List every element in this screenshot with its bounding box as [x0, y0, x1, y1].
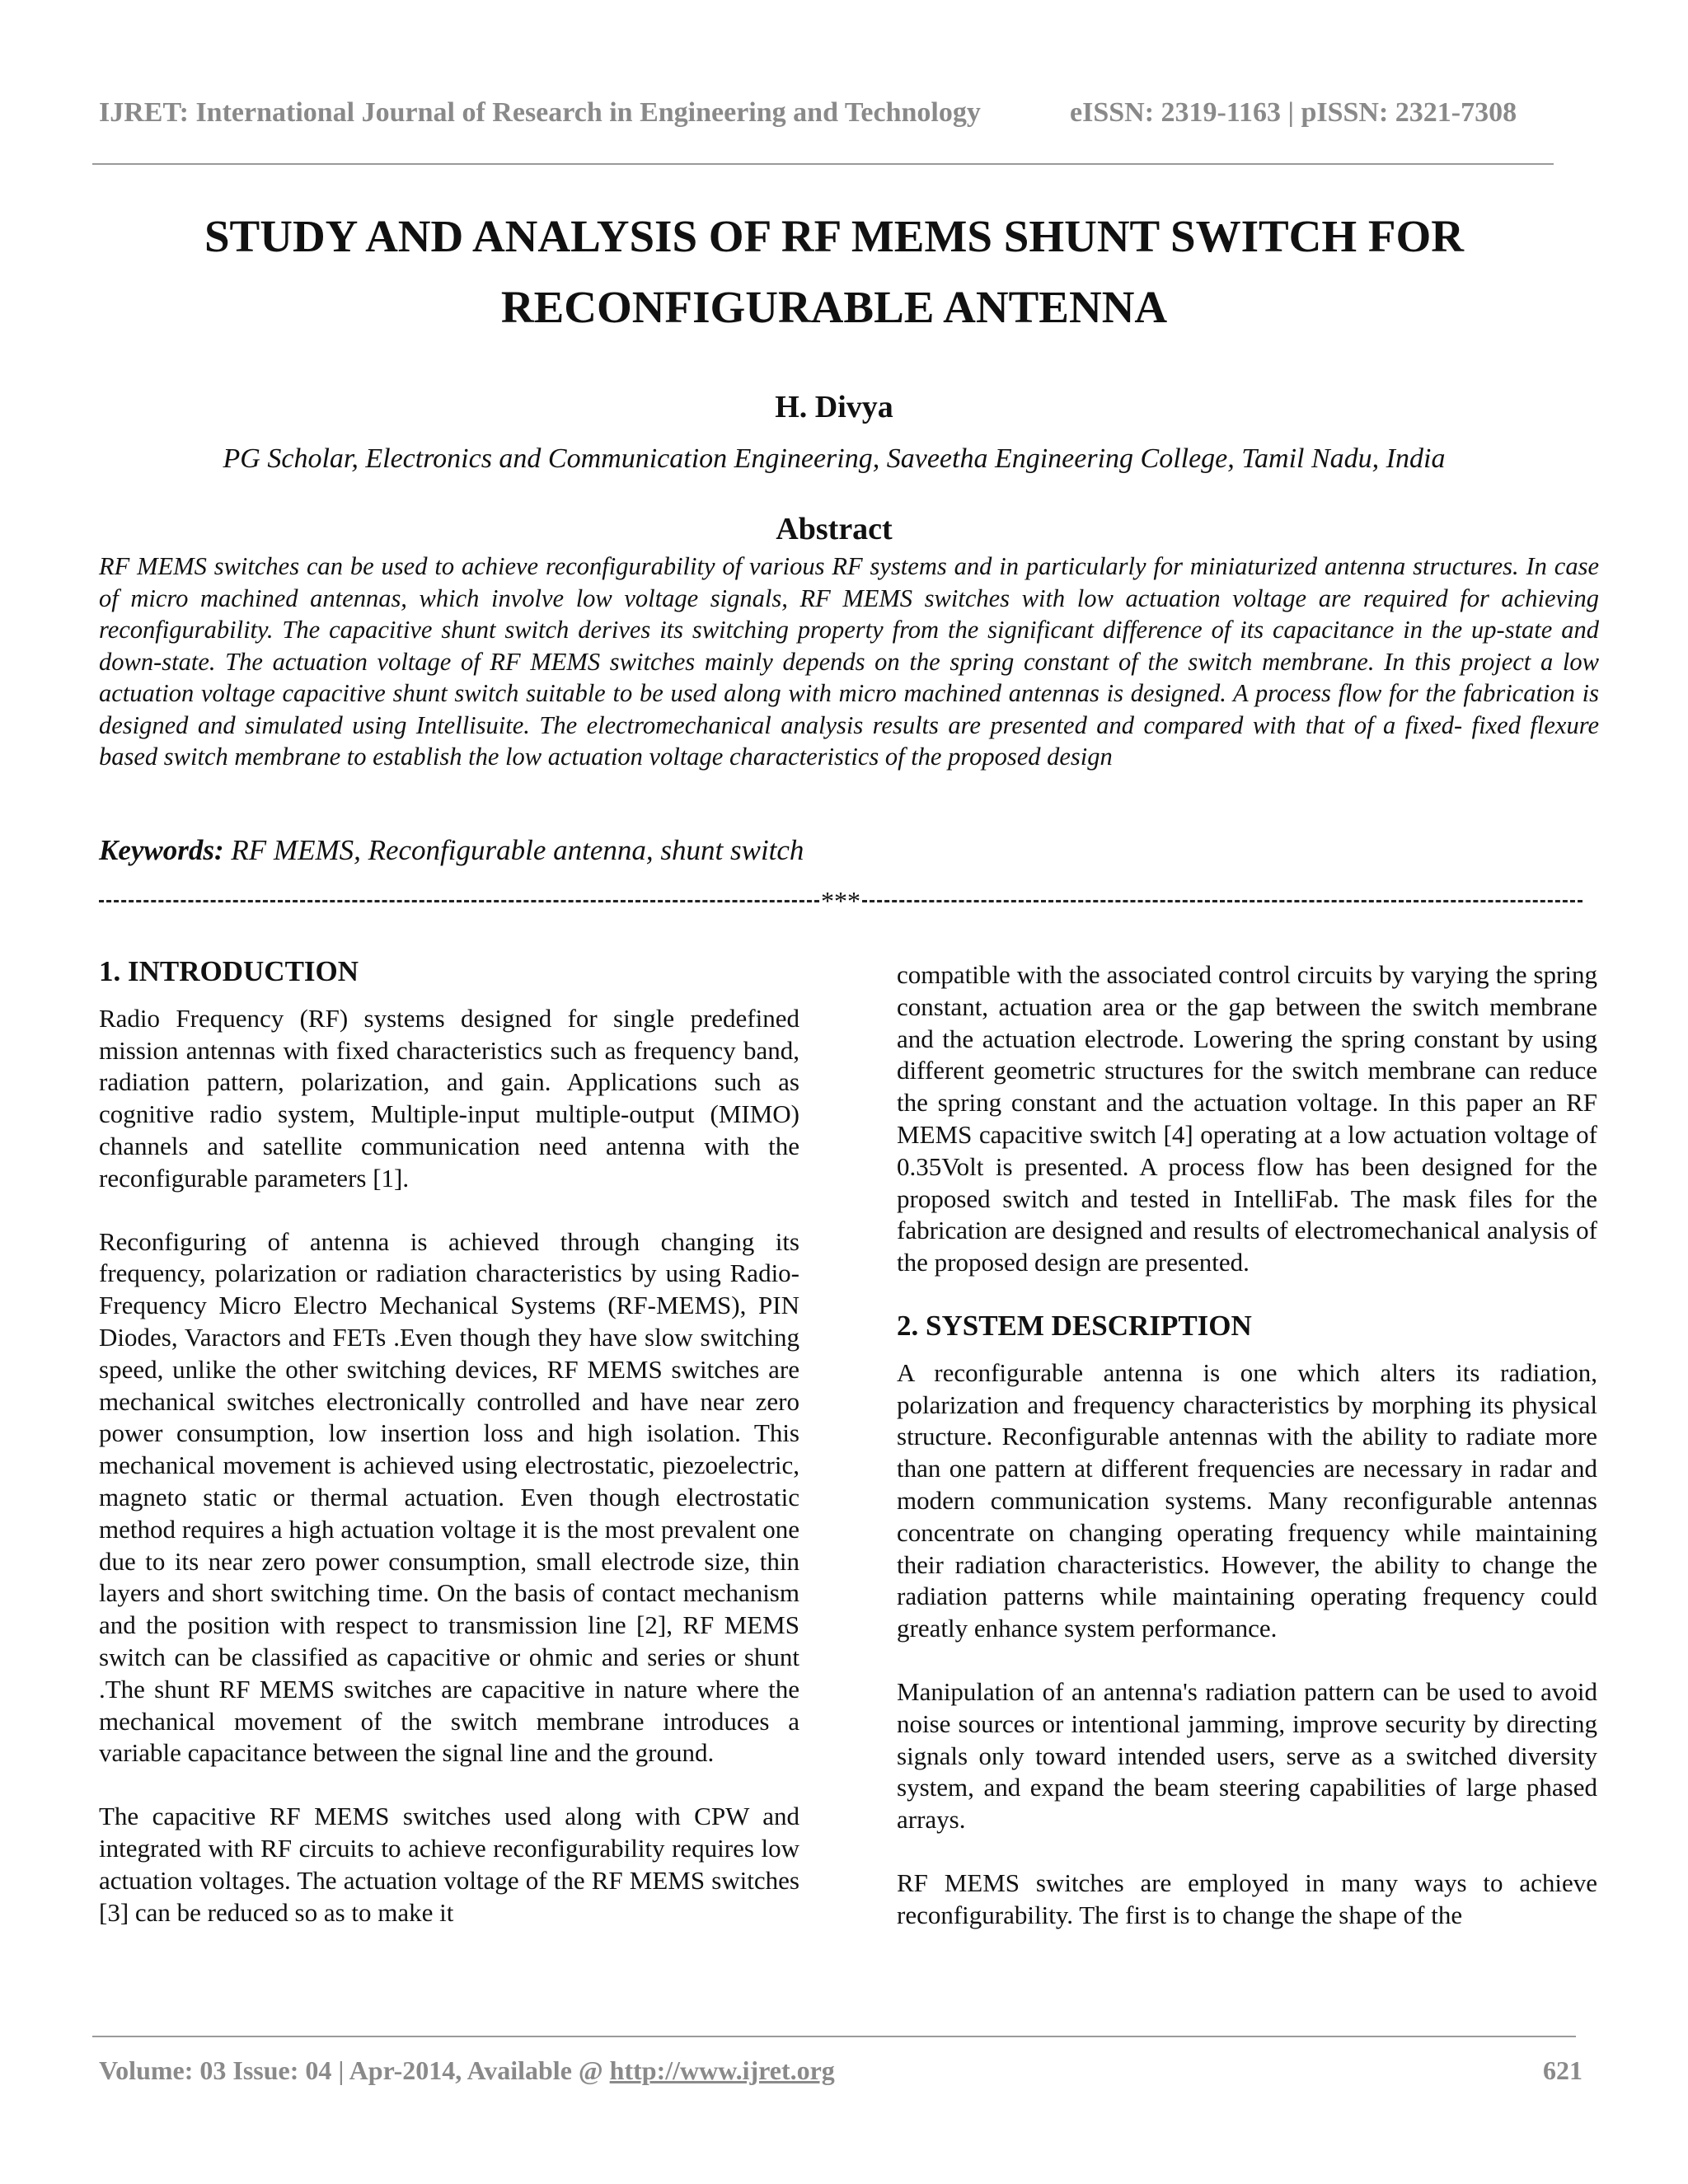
title-line-1: STUDY AND ANALYSIS OF RF MEMS SHUNT SWITCH FOR [204, 211, 1465, 261]
journal-name: IJRET: International Journal of Research in Engineering and Technology [99, 97, 981, 128]
separator-dashes-right [862, 900, 1582, 902]
separator-dashes-left [99, 900, 819, 902]
abstract-text: RF MEMS switches can be used to achieve reconfigurability of various RF systems and in particularly for miniaturized antenna structures. In case of micro machined antennas, which involve low voltage signals, RF MEMS switches with low actuation voltage are required for achieving reconfigurability. The capacitive shunt switch derives its switching property from the significant difference of its capacitance in the up-state and down-state. The actuation voltage of RF MEMS switches mainly depends on the spring constant of the switch membrane. In this project a low actuation voltage capacitive shunt switch suitable to be used along with micro machined antennas is designed. A process flow for the fabrication is designed and simulated using Intellisuite. The electromechanical analysis results are presented and compared with that of a fixed- fixed flexure based switch membrane to establish the low actuation voltage characteristics of the proposed design [99, 552, 1599, 771]
intro-paragraph-2: Reconfiguring of antenna is achieved through changing its frequency, polarization or radiation characteristics by using Radio-Frequency Micro Electro Mechanical Systems (RF-MEMS), PIN Diodes, Varactors and FETs .Even though they have slow switching speed, unlike the other switching devices, RF MEMS switches are mechanical switches electronically controlled and have near zero power consumption, low insertion loss and high isolation. This mechanical movement is achieved using electrostatic, piezoelectric, magneto static or thermal actuation. Even though electrostatic method requires a high actuation voltage it is the most prevalent one due to its near zero power consumption, small electrode size, thin layers and short switching time. On the basis of contact mechanism and the position with respect to transmission line [2], RF MEMS switch can be classified as capacitive or ohmic and series or shunt .The shunt RF MEMS switches are capacitive in nature where the mechanical movement of the switch membrane introduces a variable capacitance between the signal line and the ground. [99, 1226, 799, 1768]
keywords-text: RF MEMS, Reconfigurable antenna, shunt switch [223, 834, 804, 866]
system-paragraph-3: RF MEMS switches are employed in many ways to achieve reconfigurability. The first is to change the shape of the [897, 1868, 1597, 1929]
right-column [897, 959, 1597, 1932]
left-column [99, 956, 799, 1929]
keywords-label: Keywords: [99, 834, 224, 866]
footer-divider [92, 2036, 1576, 2037]
intro-heading: 1. INTRODUCTION [99, 955, 359, 987]
paper-title [92, 201, 1576, 343]
issn-info: eISSN: 2319-1163 | pISSN: 2321-7308 [1070, 97, 1517, 128]
abstract-heading: Abstract [776, 512, 893, 546]
volume-info [99, 2055, 835, 2086]
header-divider [92, 163, 1554, 165]
system-heading: 2. SYSTEM DESCRIPTION [897, 1309, 1252, 1342]
intro-paragraph-3: The capacitive RF MEMS switches used along with CPW and integrated with RF circuits to achieve reconfigurability requires low actuation voltages. The actuation voltage of the RF MEMS switches [3] can be reduced so as to make it [99, 1802, 799, 1927]
page-number: 621 [1543, 2055, 1582, 2085]
system-paragraph-1: A reconfigurable antenna is one which alters its radiation, polarization and frequency characteristics by morphing its physical structure. Reconfigurable antennas with the ability to radiate more than one pattern at different frequencies are necessary in radar and modern communication systems. Many reconfigurable antennas concentrate on changing operating frequency while maintaining their radiation characteristics. However, the ability to change the radiation patterns while maintaining operating frequency could greatly enhance system performance. [897, 1357, 1597, 1643]
volume-text: Volume: 03 Issue: 04 | Apr-2014, Available @ [99, 2055, 610, 2085]
intro-paragraph-4: compatible with the associated control circuits by varying the spring constant, actuation area or the gap between the switch membrane and the actuation electrode. Lowering the spring constant by using different geometric structures for the switch membrane can reduce the spring constant and the actuation voltage. In this paper an RF MEMS capacitive switch [4] operating at a low actuation voltage of 0.35Volt is presented. A process flow has been designed for the proposed switch and tested in IntelliFab. The mask files for the fabrication are designed and results of electromechanical analysis of the proposed design are presented. [897, 960, 1597, 1277]
section-separator [99, 888, 1582, 913]
title-line-2: RECONFIGURABLE ANTENNA [500, 282, 1168, 332]
author-name: H. Divya [775, 390, 893, 424]
journal-link[interactable]: http://www.ijret.org [609, 2055, 835, 2085]
system-paragraph-2: Manipulation of an antenna's radiation pattern can be used to avoid noise sources or intentional jamming, improve security by directing signals only toward intended users, serve as a switched diversity system, and expand the beam steering capabilities of large phased arrays. [897, 1676, 1597, 1835]
keywords-line [99, 834, 1599, 867]
intro-paragraph-1: Radio Frequency (RF) systems designed for single predefined mission antennas with fixed characteristics such as frequency band, radiation pattern, polarization, and gain. Applications such as cognitive radio system, Multiple-input multiple-output (MIMO) channels and satellite communication need antenna with the reconfigurable parameters [1]. [99, 1003, 799, 1193]
separator-stars: *** [821, 888, 860, 913]
author-affiliation: PG Scholar, Electronics and Communication Engineering, Saveetha Engineering College, Tamil Nadu, India [223, 443, 1446, 474]
